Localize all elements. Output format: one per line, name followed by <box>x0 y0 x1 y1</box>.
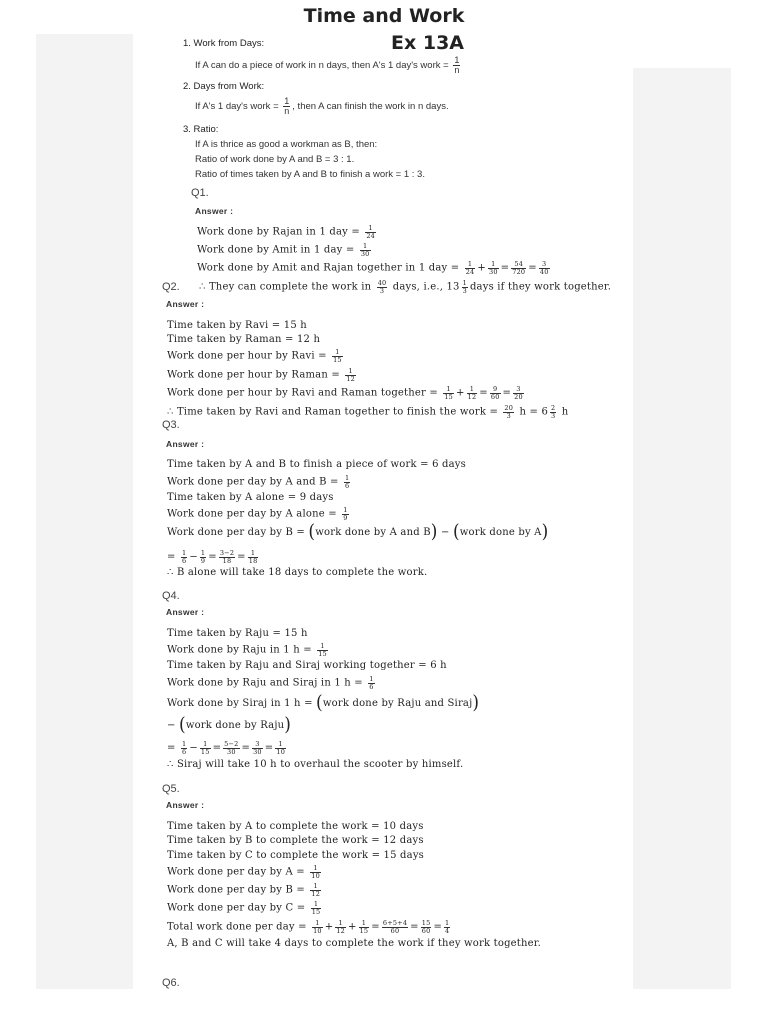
fraction: $\frac{1}{15}$ <box>444 385 454 401</box>
fraction: $\frac{1}{30}$ <box>488 260 498 276</box>
question-label: Q3. <box>162 419 180 431</box>
solution-line: Work done per day by A and B = $\frac{1}{6}$ <box>167 474 350 490</box>
solution-line: Time taken by Raju = 15 h <box>167 628 308 639</box>
solution-line: Work done per hour by Ravi and Raman together = $\frac{1}{15}$ + $\frac{1}{12}$ = $\frac{9}{60}$ = $\frac{3}{20}$ <box>167 385 523 401</box>
solution-line: Work done by Rajan in 1 day = $\frac{1}{24}$ <box>197 224 376 240</box>
solution-line: = $\frac{1}{6}$ − $\frac{1}{15}$ = $\frac{5-2}{30}$ = $\frac{3}{30}$ = $\frac{1}{10}$ <box>167 740 286 756</box>
fraction: $\frac{5-2}{30}$ <box>224 740 239 756</box>
fraction: $\frac{1}{12}$ <box>336 919 345 935</box>
question-label: Q1. <box>191 187 209 199</box>
fraction: $\frac{1}{15}$ <box>359 919 369 935</box>
fraction: $\frac{9}{60}$ <box>490 385 500 401</box>
fraction: $\frac{1}{6}$ <box>369 675 374 691</box>
solution-line: Time taken by Raman = 12 h <box>167 334 321 345</box>
rule-line: If A is thrice as good a workman as B, then: <box>195 139 378 150</box>
rule-line: Ratio of times taken by A and B to finish a work = 1 : 3. <box>195 169 425 180</box>
answer-label: Answer : <box>166 439 205 449</box>
answer-label: Answer : <box>166 800 205 810</box>
fraction: $\frac{1}{18}$ <box>248 549 258 565</box>
fraction: $\frac{1}{24}$ <box>465 260 475 276</box>
question-label: Q6. <box>162 977 180 989</box>
fraction: $\frac{20}{3}$ <box>504 404 514 420</box>
solution-line: Work done per hour by Ravi = $\frac{1}{15}$ <box>167 348 342 364</box>
fraction: $\frac{3}{30}$ <box>253 740 262 756</box>
solution-line: Work done by Amit and Rajan together in 1 day = $\frac{1}{24}$ + $\frac{1}{30}$ = $\frac{54}{720}$ = $\frac{3}{40}$ <box>197 260 549 276</box>
fraction: $\frac{1}{10}$ <box>276 740 286 756</box>
solution-line: Time taken by B to complete the work = 12 days <box>167 835 424 846</box>
solution-line: Time taken by A alone = 9 days <box>167 492 334 503</box>
fraction: $\frac{1}{15}$ <box>318 642 327 658</box>
question-label: Q5. <box>162 783 180 795</box>
fraction: $\frac{1}{n}$ <box>284 96 290 116</box>
fraction: $\frac{1}{15}$ <box>200 740 210 756</box>
fraction: $\frac{1}{4}$ <box>445 919 450 935</box>
solution-line: Time taken by A to complete the work = 10 days <box>167 821 424 832</box>
fraction: $\frac{1}{30}$ <box>360 242 370 258</box>
fraction: $\frac{1}{12}$ <box>311 882 321 898</box>
rule-text: If A can do a piece of work in n days, then A's 1 day's work = <box>195 60 452 72</box>
fraction: $\frac{1}{24}$ <box>366 224 376 240</box>
solution-line: Work done by Raju and Siraj in 1 h = $\frac{1}{6}$ <box>167 675 374 691</box>
solution-line: ∴ They can complete the work in $\frac{40}{3}$ days, i.e., 13 $\frac{1}{3}$ days if they work together. <box>199 279 612 295</box>
fraction: $\frac{54}{720}$ <box>512 260 526 276</box>
solution-line: − (work done by Raju) <box>167 713 292 736</box>
fraction: $\frac{3}{40}$ <box>539 260 549 276</box>
fraction: $\frac{1}{10}$ <box>311 864 320 880</box>
solution-line: Work done by Siraj in 1 h = (work done by Raju and Siraj) <box>167 691 480 714</box>
solution-line: ∴ B alone will take 18 days to complete the work. <box>167 567 428 578</box>
rule-line <box>195 56 462 75</box>
fraction: $\frac{1}{15}$ <box>333 348 342 364</box>
rule-heading: 3. Ratio: <box>183 124 219 135</box>
solution-line: Work done per day by B = $\frac{1}{12}$ <box>167 882 321 898</box>
solution-line: ∴ Siraj will take 10 h to overhaul the scooter by himself. <box>167 759 464 770</box>
rule-heading: 1. Work from Days: <box>183 38 265 49</box>
fraction: $\frac{1}{6}$ <box>181 740 187 756</box>
fraction: $\frac{1}{3}$ <box>462 279 467 295</box>
solution-line: Time taken by C to complete the work = 15 days <box>167 850 424 861</box>
page-title: Time and Work <box>303 5 465 27</box>
right-side-panel <box>633 68 731 989</box>
rule-text: , then A can finish the work in n days. <box>292 101 449 113</box>
solution-line: Time taken by Raju and Siraj working together = 6 h <box>167 660 447 671</box>
left-side-panel <box>36 34 133 989</box>
answer-label: Answer : <box>166 299 205 309</box>
solution-line: Work done by Amit in 1 day = $\frac{1}{30}$ <box>197 242 370 258</box>
fraction: $\frac{3}{20}$ <box>514 385 523 401</box>
fraction: $\frac{1}{12}$ <box>467 385 477 401</box>
fraction: $\frac{1}{9}$ <box>343 506 348 522</box>
solution-line: Work done per day by A = $\frac{1}{10}$ <box>167 864 320 880</box>
rule-heading: 2. Days from Work: <box>183 81 265 92</box>
solution-line: Work done per hour by Raman = $\frac{1}{12}$ <box>167 367 355 383</box>
rule-text: If A's 1 day's work = <box>195 101 282 113</box>
solution-line: A, B and C will take 4 days to complete the work if they work together. <box>167 938 542 949</box>
fraction: $\frac{1}{6}$ <box>181 549 187 565</box>
solution-line: = $\frac{1}{6}$ − $\frac{1}{9}$ = $\frac{3-2}{18}$ = $\frac{1}{18}$ <box>167 549 258 565</box>
solution-line: Time taken by Ravi = 15 h <box>167 320 307 331</box>
fraction: $\frac{1}{6}$ <box>344 474 350 490</box>
solution-line: Work done per day by A alone = $\frac{1}{9}$ <box>167 506 348 522</box>
fraction: $\frac{2}{3}$ <box>551 404 556 420</box>
fraction: $\frac{1}{12}$ <box>346 367 355 383</box>
question-label: Q4. <box>162 590 180 602</box>
question-label: Q2. <box>162 281 180 293</box>
page-subtitle: Ex 13A <box>391 32 464 54</box>
fraction: $\frac{1}{n}$ <box>454 55 460 75</box>
fraction: $\frac{1}{15}$ <box>311 900 321 916</box>
solution-line: Work done per day by B = (work done by A and B) − (work done by A) <box>167 520 549 543</box>
fraction: $\frac{6+5+4}{60}$ <box>382 919 408 935</box>
answer-label: Answer : <box>195 206 234 216</box>
solution-line: ∴ Time taken by Ravi and Raman together to finish the work = $\frac{20}{3}$ h = 6 $\frac{2}{3}$ h <box>167 404 569 420</box>
solution-line: Work done per day by C = $\frac{1}{15}$ <box>167 900 321 916</box>
answer-label: Answer : <box>166 607 205 617</box>
fraction: $\frac{3-2}{18}$ <box>219 549 235 565</box>
fraction: $\frac{15}{60}$ <box>421 919 431 935</box>
rule-line: Ratio of work done by A and B = 3 : 1. <box>195 154 355 165</box>
solution-line: Total work done per day = $\frac{1}{10}$ + $\frac{1}{12}$ + $\frac{1}{15}$ = $\frac{6+5+4}{60}$ = $\frac{15}{60}$ = $\frac{1}{4}$ <box>167 919 450 935</box>
rule-line <box>195 97 449 116</box>
solution-line: Work done by Raju in 1 h = $\frac{1}{15}$ <box>167 642 327 658</box>
solution-line: Time taken by A and B to finish a piece of work = 6 days <box>167 459 466 470</box>
fraction: $\frac{40}{3}$ <box>377 279 387 295</box>
fraction: $\frac{1}{9}$ <box>200 549 206 565</box>
fraction: $\frac{1}{10}$ <box>313 919 322 935</box>
